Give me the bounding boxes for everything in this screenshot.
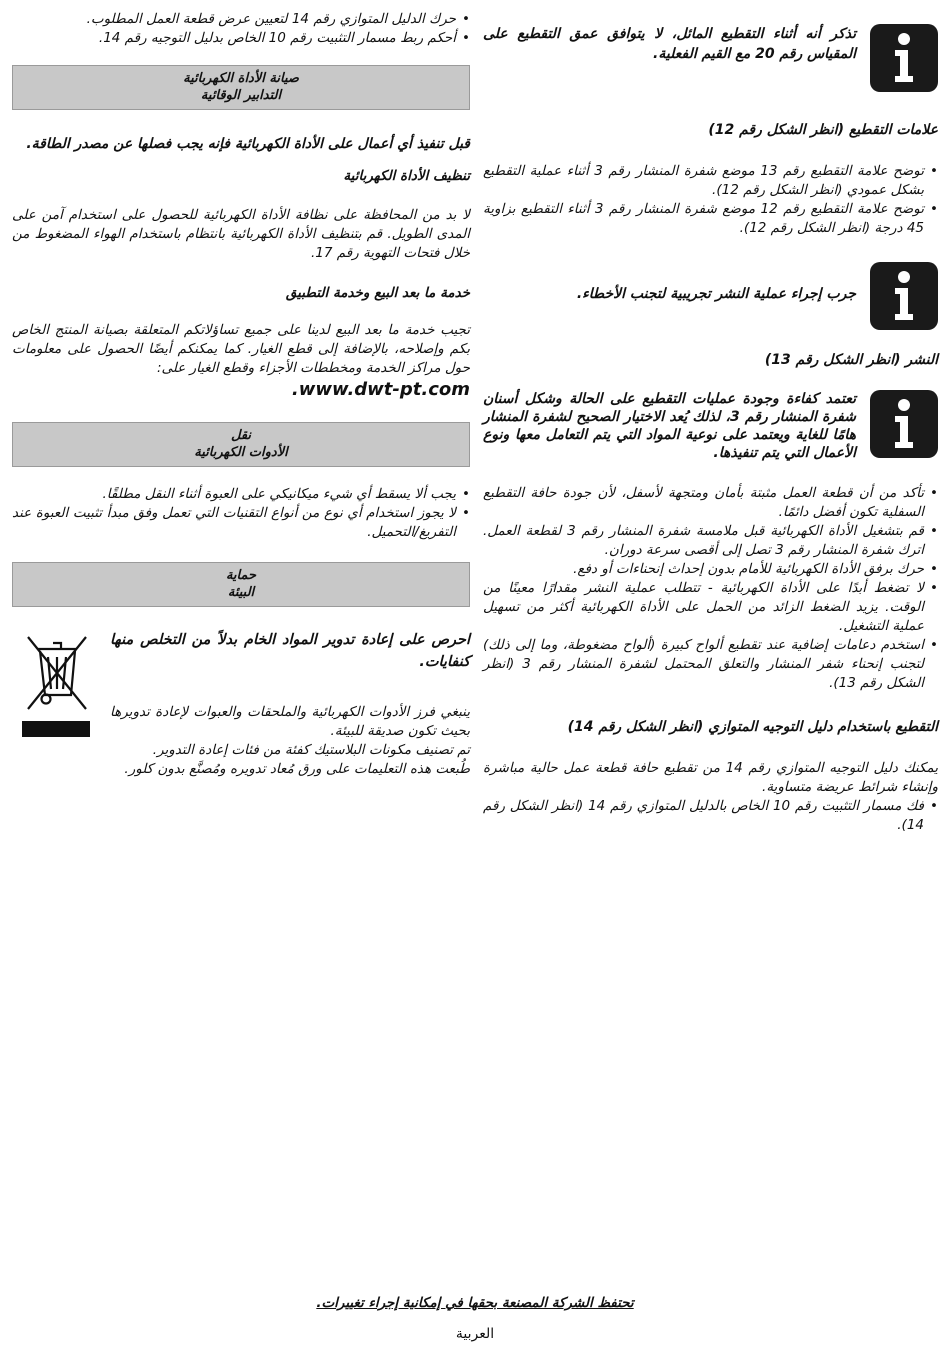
cleaning-paragraph: لا بد من المحافظة على نظافة الأداة الكهربائية للحصول على استخدام آمن على المدى الطويل. قم بتنظيف الأداة الكهربائية بانتظام باستخدام الهواء المضغوط من خلال فتحات التهوية رقم 17. — [12, 207, 470, 261]
section-banner-transport — [12, 422, 470, 467]
service-website-link[interactable]: .www.dwt-pt.com — [291, 379, 470, 400]
info-note-bevel — [483, 24, 938, 92]
recycling-plastics: تم تصنيف مكونات البلاستيك كفئة من فئات إعادة التدوير. — [152, 742, 470, 758]
info-note-text: تذكر أنه أثناء التقطيع المائل، لا يتوافق عمق التقطيع على المقياس رقم 20 مع القيم الفعلية. — [483, 26, 856, 62]
sawing-list — [483, 484, 938, 693]
list-item: • استخدم دعامات إضافية عند تقطيع ألواح كبيرة (ألواح مضغوطة، وما إلى ذلك) لتجنب إنحناء شفر المنشار والتعلق المحتمل لشفرة المنشار رقم 3 (انظر الشكل رقم 13). — [483, 636, 938, 693]
list-item: • لا تضغط أبدًا على الأداة الكهربائية - تتطلب عملية النشر مقدارًا معينًا من الوقت. يزيد الضغط الزائد من الحمل على الأداة الكهربائية أكثر من تسهيل عملية التشغيل. — [483, 579, 938, 636]
cut-marks-list — [483, 162, 938, 238]
list-item: • أحكم ربط مسمار التثبيت رقم 10 الخاص بدليل التوجيه رقم 14. — [12, 29, 470, 48]
list-item: • توضح علامة التقطيع رقم 13 موضع شفرة المنشار رقم 3 أثناء عملية التقطيع بشكل عمودي (انظر الشكل رقم 12). — [483, 162, 938, 200]
transport-list — [12, 485, 470, 542]
info-icon — [870, 390, 938, 458]
crossed-out-wheelie-bin-icon — [12, 629, 92, 749]
maintenance-warning: قبل تنفيذ أي أعمال على الأداة الكهربائية فإنه يجب فصلها عن مصدر الطاقة. — [26, 136, 470, 152]
banner-line: التدابير الوقائية — [200, 88, 282, 103]
section-heading-sawing: النشر (انظر الشكل رقم 13) — [764, 352, 938, 368]
left-column — [12, 10, 470, 779]
guide-list — [483, 797, 938, 835]
recycling-text — [110, 629, 470, 779]
service-paragraph: تجيب خدمة ما بعد البيع لدينا على جميع تساؤلاتكم المتعلقة بصيانة المنتج الخاص بكم وإصلاحه، بالإضافة إلى قطع الغيار. كما يمكنكم أيضًا الحصول على معلومات حول مراكز الخدمة ومخططات الأجزاء وقطع الغيار على: — [12, 322, 470, 376]
right-column — [483, 20, 938, 835]
list-item: • لا يجوز استخدام أي نوع من أنواع التقنيات التي تعمل وفق مبدأ تثبيت العبوة عند التفريغ/التحميل. — [12, 504, 470, 542]
recycling-notice: احرص على إعادة تدوير المواد الخام بدلاً من التخلص منها كنفايات. — [110, 632, 470, 670]
section-heading-service: خدمة ما بعد البيع وخدمة التطبيق — [285, 285, 470, 301]
section-banner-maintenance — [12, 65, 470, 110]
guide-continued-list — [12, 10, 470, 48]
list-item: • قم بتشغيل الأداة الكهربائية قبل ملامسة شفرة المنشار رقم 3 لقطعة العمل. اترك شفرة المنشار رقم 3 تصل إلى أقصى سرعة دوران. — [483, 522, 938, 560]
info-note-text: تعتمد كفاءة وجودة عمليات التقطيع على الحالة وشكل أسنان شفرة المنشار رقم 3، لذلك يُعد الاختيار الصحيح لشفرة المنشار هامًا للغاية ويعتمد على نوعية المواد التي يتم التعامل معها ونوع الأعمال التي يتم تنفيذها. — [483, 391, 856, 461]
list-item: • حرك الدليل المتوازي رقم 14 لتعيين عرض قطعة العمل المطلوب. — [12, 10, 470, 29]
list-item: • يجب ألا يسقط أي شيء ميكانيكي على العبوة أثناء النقل مطلقًا. — [12, 485, 470, 504]
guide-paragraph: يمكنك دليل التوجيه المتوازي رقم 14 من تقطيع حافة قطعة عمل حالية مباشرة وإنشاء شرائط عريضة متساوية. — [483, 760, 938, 795]
banner-line: صيانة الأداة الكهربائية — [183, 71, 299, 86]
info-note-text: جرب إجراء عملية النشر تجريبية لتجنب الأخطاء. — [576, 286, 856, 302]
recycling-paragraph: ينبغي فرز الأدوات الكهربائية والملحقات والعبوات لإعادة تدويرها بحيث تكون صديقة للبيئة. — [110, 704, 470, 739]
info-icon — [870, 24, 938, 92]
info-note-blade — [483, 390, 938, 462]
section-heading-cut-marks: علامات التقطيع (انظر الشكل رقم 12) — [708, 122, 938, 138]
banner-line: الأدوات الكهربائية — [194, 445, 288, 460]
list-item: • تأكد من أن قطعة العمل مثبتة بأمان ومتجهة لأسفل، لأن جودة حافة التقطيع السفلية تكون أفضل دائمًا. — [483, 484, 938, 522]
list-item: • حرك برفق الأداة الكهربائية للأمام بدون إحداث إنحناءات أو دفع. — [483, 560, 938, 579]
section-heading-parallel-guide: التقطيع باستخدام دليل التوجيه المتوازي (انظر الشكل رقم 14) — [567, 719, 938, 735]
list-item: • فك مسمار التثبيت رقم 10 الخاص بالدليل المتوازي رقم 14 (انظر الشكل رقم 14). — [483, 797, 938, 835]
info-icon — [870, 262, 938, 330]
recycling-section — [12, 629, 470, 779]
section-banner-environment — [12, 562, 470, 607]
recycling-paper: طُبعت هذه التعليمات على ورق مُعاد تدويره ومُصنَّع بدون كلور. — [124, 761, 470, 777]
info-note-trial-cut — [483, 262, 938, 330]
banner-line: حماية — [225, 568, 257, 583]
list-item: • توضح علامة التقطيع رقم 12 موضع شفرة المنشار رقم 3 أثناء التقطيع بزاوية 45 درجة (انظر الشكل رقم 12). — [483, 200, 938, 238]
manufacturer-changes-note: تحتفظ الشركة المصنعة بحقها في إمكانية إجراء تغييرات. — [316, 1295, 634, 1311]
banner-line: نقل — [230, 428, 252, 443]
section-heading-cleaning: تنظيف الأداة الكهربائية — [343, 168, 470, 184]
banner-line: البيئة — [227, 585, 255, 600]
page-language-label: العربية — [455, 1326, 495, 1342]
